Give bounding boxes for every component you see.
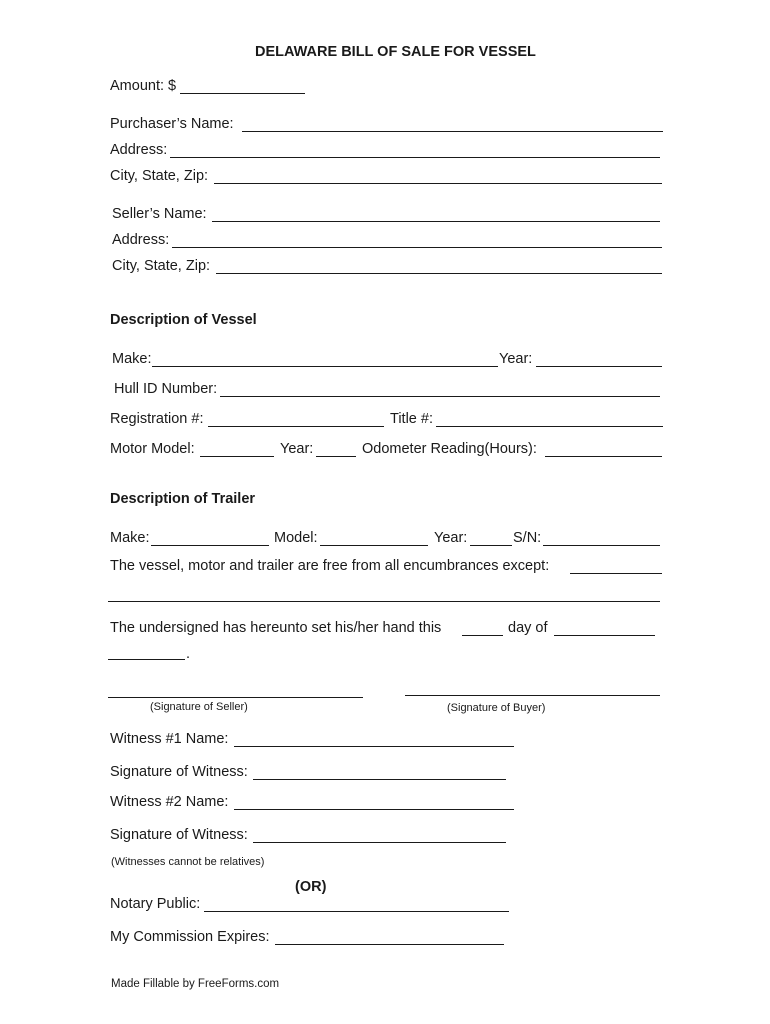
witness1-signature-label: Signature of Witness: bbox=[110, 764, 248, 780]
witness2-name-label: Witness #2 Name: bbox=[110, 794, 229, 810]
day-of-text: day of bbox=[508, 620, 548, 636]
trailer-model-label: Model: bbox=[274, 530, 318, 546]
seller-city-label: City, State, Zip: bbox=[112, 258, 211, 274]
notary-label: Notary Public: bbox=[110, 896, 201, 912]
seller-address-field[interactable] bbox=[172, 247, 662, 248]
encumbrances-field[interactable] bbox=[570, 573, 662, 574]
trailer-model-field[interactable] bbox=[320, 545, 428, 546]
title-number-field[interactable] bbox=[436, 426, 663, 427]
purchaser-city-label: City, State, Zip: bbox=[110, 168, 209, 184]
motor-year-label: Year: bbox=[280, 441, 314, 457]
encumbrances-field-line2[interactable] bbox=[108, 601, 660, 602]
trailer-make-label: Make: bbox=[110, 530, 150, 546]
vessel-make-field[interactable] bbox=[152, 366, 498, 367]
trailer-sn-label: S/N: bbox=[513, 530, 542, 546]
odometer-field[interactable] bbox=[545, 456, 662, 457]
purchaser-city-field[interactable] bbox=[214, 183, 662, 184]
trailer-year-label: Year: bbox=[434, 530, 468, 546]
trailer-year-field[interactable] bbox=[470, 545, 512, 546]
sentence-period: . bbox=[186, 646, 191, 662]
registration-label: Registration #: bbox=[110, 411, 204, 427]
hull-id-field[interactable] bbox=[220, 396, 660, 397]
motor-model-label: Motor Model: bbox=[110, 441, 195, 457]
trailer-make-field[interactable] bbox=[151, 545, 269, 546]
hull-id-label: Hull ID Number: bbox=[114, 381, 218, 397]
purchaser-name-label: Purchaser’s Name: bbox=[110, 116, 234, 132]
seller-name-field[interactable] bbox=[212, 221, 660, 222]
trailer-heading: Description of Trailer bbox=[110, 491, 256, 507]
motor-year-field[interactable] bbox=[316, 456, 356, 457]
buyer-signature-line[interactable] bbox=[405, 695, 660, 696]
witness2-name-field[interactable] bbox=[234, 809, 514, 810]
encumbrances-text: The vessel, motor and trailer are free from all encumbrances except: bbox=[110, 558, 550, 574]
witness2-signature-field[interactable] bbox=[253, 842, 506, 843]
vessel-year-field[interactable] bbox=[536, 366, 662, 367]
purchaser-address-label: Address: bbox=[110, 142, 168, 158]
document-title: DELAWARE BILL OF SALE FOR VESSEL bbox=[255, 44, 536, 60]
seller-address-label: Address: bbox=[112, 232, 170, 248]
witness-note: (Witnesses cannot be relatives) bbox=[111, 856, 265, 868]
notary-field[interactable] bbox=[204, 911, 509, 912]
vessel-make-label: Make: bbox=[112, 351, 152, 367]
motor-model-field[interactable] bbox=[200, 456, 274, 457]
vessel-year-label: Year: bbox=[499, 351, 533, 367]
odometer-label: Odometer Reading(Hours): bbox=[362, 441, 537, 457]
or-text: (OR) bbox=[295, 879, 327, 895]
registration-field[interactable] bbox=[208, 426, 384, 427]
footer-credit: Made Fillable by FreeForms.com bbox=[111, 978, 280, 990]
buyer-signature-caption: (Signature of Buyer) bbox=[447, 702, 546, 714]
purchaser-name-field[interactable] bbox=[242, 131, 663, 132]
seller-city-field[interactable] bbox=[216, 273, 662, 274]
undersigned-text: The undersigned has hereunto set his/her hand this bbox=[110, 620, 442, 636]
witness1-name-field[interactable] bbox=[234, 746, 514, 747]
witness1-name-label: Witness #1 Name: bbox=[110, 731, 229, 747]
vessel-heading: Description of Vessel bbox=[110, 312, 257, 328]
month-field[interactable] bbox=[554, 635, 655, 636]
commission-label: My Commission Expires: bbox=[110, 929, 270, 945]
year-field[interactable] bbox=[108, 659, 185, 660]
witness1-signature-field[interactable] bbox=[253, 779, 506, 780]
purchaser-address-field[interactable] bbox=[170, 157, 660, 158]
title-number-label: Title #: bbox=[390, 411, 433, 427]
seller-name-label: Seller’s Name: bbox=[112, 206, 207, 222]
day-field[interactable] bbox=[462, 635, 503, 636]
seller-signature-caption: (Signature of Seller) bbox=[150, 701, 248, 713]
commission-field[interactable] bbox=[275, 944, 504, 945]
amount-label: Amount: $ bbox=[110, 78, 177, 94]
trailer-sn-field[interactable] bbox=[543, 545, 660, 546]
amount-field[interactable] bbox=[180, 93, 305, 94]
witness2-signature-label: Signature of Witness: bbox=[110, 827, 248, 843]
